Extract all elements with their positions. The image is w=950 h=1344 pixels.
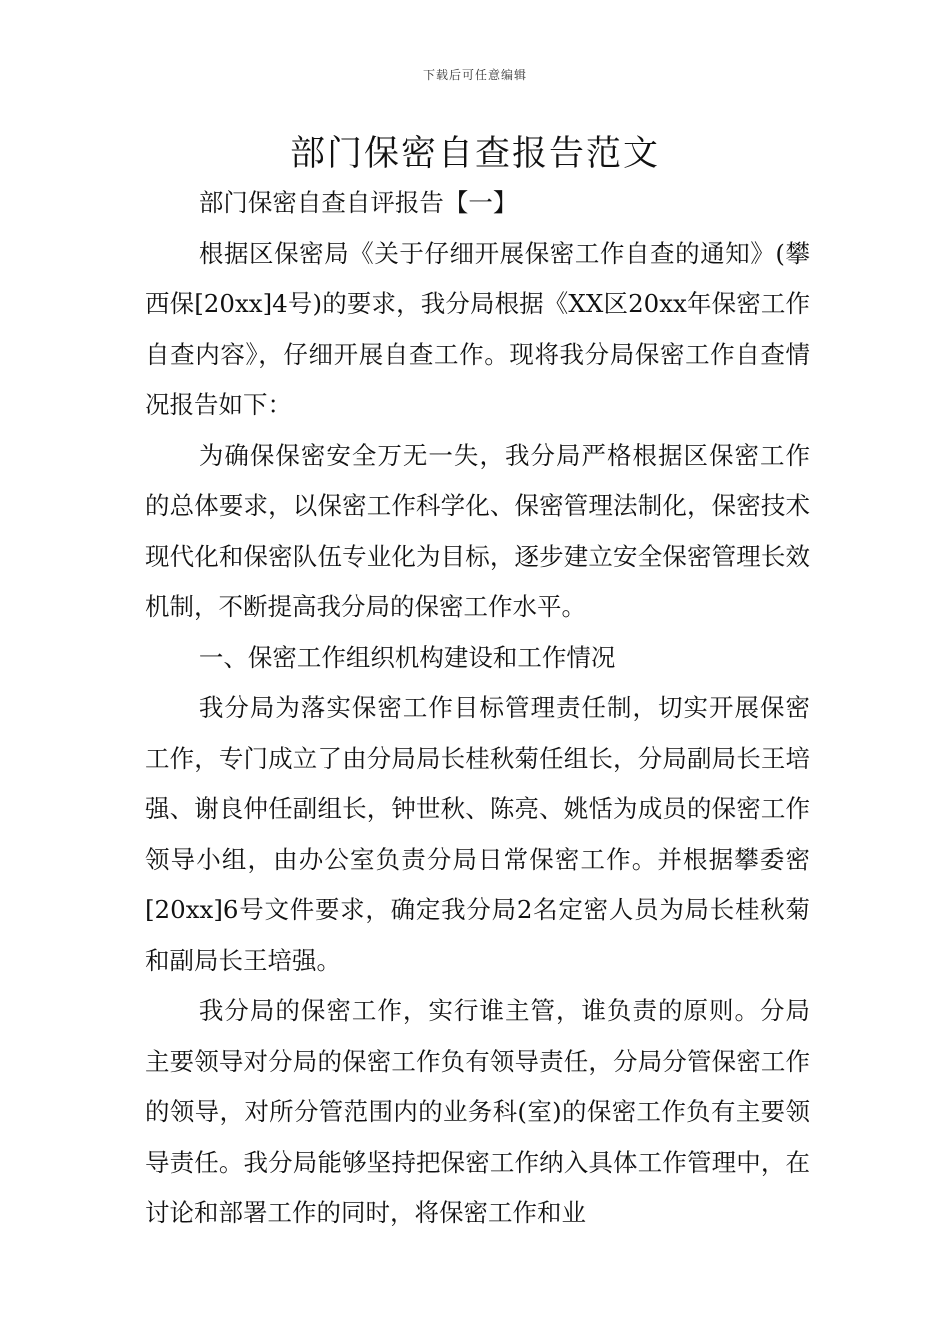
paragraph: 我分局的保密工作，实行谁主管，谁负责的原则。分局主要领导对分局的保密工作负有领导责任，分局分管保密工作的领导，对所分管范围内的业务科(室)的保密工作负有主要领导责任。我分局能够坚持把保密工作纳入具体工作管理中，在讨论和部署工作的同时，将保密工作和业 [145,996,810,1227]
document-title: 部门保密自查报告范文 [289,134,660,174]
paragraph: 为确保保密安全万无一失，我分局严格根据区保密工作的总体要求，以保密工作科学化、保密管理法制化，保密技术现代化和保密队伍专业化为目标，逐步建立安全保密管理长效机制，不断提高我分局的保密工作水平。 [145,440,810,621]
paragraph: 我分局为落实保密工作目标管理责任制，切实开展保密工作，专门成立了由分局局长桂秋菊任组长，分局副局长王培强、谢良仲任副组长，钟世秋、陈亮、姚恬为成员的保密工作领导小组，由办公室负责分局日常保密工作。并根据攀委密[20xx]6号文件要求，确定我分局2名定密人员为局长桂秋菊和副局长王培强。 [145,693,810,975]
paragraph: 根据区保密局《关于仔细开展保密工作自查的通知》(攀西保[20xx]4号)的要求，我分局根据《XX区20xx年保密工作自查内容》，仔细开展自查工作。现将我分局保密工作自查情况报告如下： [145,238,810,419]
section-heading: 一、保密工作组织机构建设和工作情况 [198,642,616,672]
header-note: 下载后可任意编辑 [422,68,527,82]
document-subtitle: 部门保密自查自评报告【一】 [198,188,518,217]
document-body [145,178,810,1239]
